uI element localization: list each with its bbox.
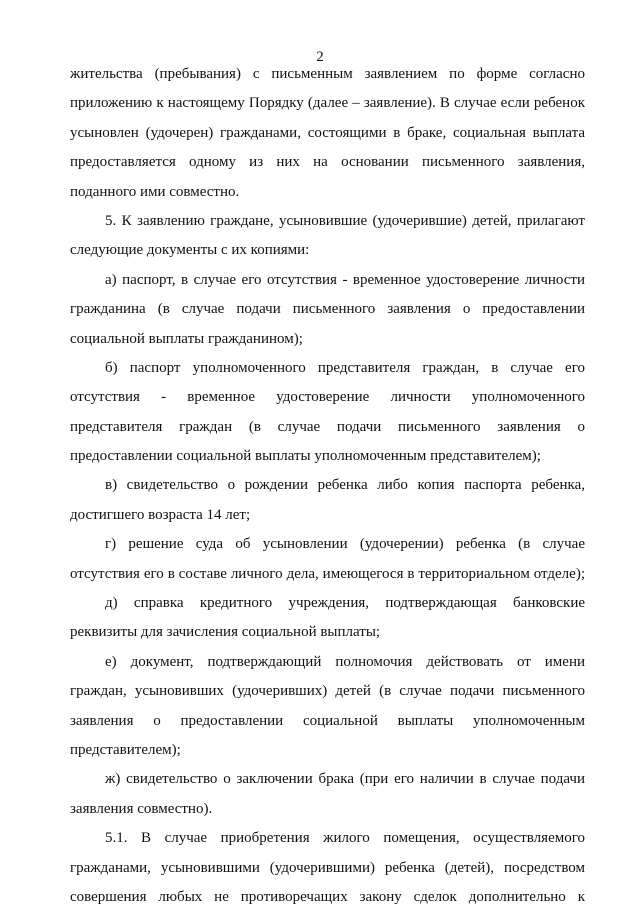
text-line: заявления о предоставлении социальной выплаты уполномоченным: [70, 712, 585, 729]
text-line: 5.1. В случае приобретения жилого помещения, осуществляемого: [105, 830, 585, 847]
text-line: усыновлен (удочерен) гражданами, состоящими в браке, социальная выплата: [70, 124, 585, 141]
text-line: а) паспорт, в случае его отсутствия - временное удостоверение личности: [105, 271, 585, 288]
text-line: гражданами, усыновившими (удочерившими) ребенка (детей), посредством: [70, 859, 585, 876]
text-line: е) документ, подтверждающий полномочия действовать от имени: [105, 653, 585, 670]
text-line: ж) свидетельство о заключении брака (при его наличии в случае подачи: [105, 771, 585, 788]
text-line: представителя граждан (в случае подачи письменного заявления о: [70, 418, 585, 435]
text-line: совершения любых не противоречащих закону сделок дополнительно к: [70, 888, 585, 905]
text-line: б) паспорт уполномоченного представителя граждан, в случае его: [105, 359, 585, 376]
text-line: отсутствия его в составе личного дела, имеющегося в территориальном отделе);: [70, 565, 585, 582]
text-line: следующие документы с их копиями:: [70, 242, 310, 259]
text-line: предоставляется одному из них на основании письменного заявления,: [70, 154, 585, 171]
text-line: отсутствия - временное удостоверение личности уполномоченного: [70, 389, 585, 406]
text-line: д) справка кредитного учреждения, подтверждающая банковские: [105, 595, 585, 612]
text-line: поданного ими совместно.: [70, 183, 240, 200]
document-body: [70, 60, 585, 912]
text-line: г) решение суда об усыновлении (удочерении) ребенка (в случае: [105, 536, 585, 553]
text-line: достигшего возраста 14 лет;: [70, 506, 251, 523]
text-line: реквизиты для зачисления социальной выплаты;: [70, 624, 381, 641]
text-line: приложению к настоящему Порядку (далее – заявление). В случае если ребенок: [70, 95, 585, 112]
text-line: предоставлении социальной выплаты уполномоченным представителем);: [70, 448, 541, 465]
text-line: гражданина (в случае подачи письменного заявления о предоставлении: [70, 301, 585, 318]
text-line: в) свидетельство о рождении ребенка либо копия паспорта ребенка,: [105, 477, 585, 494]
text-line: граждан, усыновивших (удочеривших) детей (в случае подачи письменного: [70, 683, 585, 700]
text-line: жительства (пребывания) с письменным заявлением по форме согласно: [70, 66, 585, 82]
text-line: заявления совместно).: [70, 800, 213, 817]
text-line: 5. К заявлению граждане, усыновившие (удочерившие) детей, прилагают: [105, 212, 585, 229]
text-line: представителем);: [70, 741, 181, 758]
page-number: 2: [316, 49, 324, 65]
text-line: социальной выплаты гражданином);: [70, 330, 303, 347]
